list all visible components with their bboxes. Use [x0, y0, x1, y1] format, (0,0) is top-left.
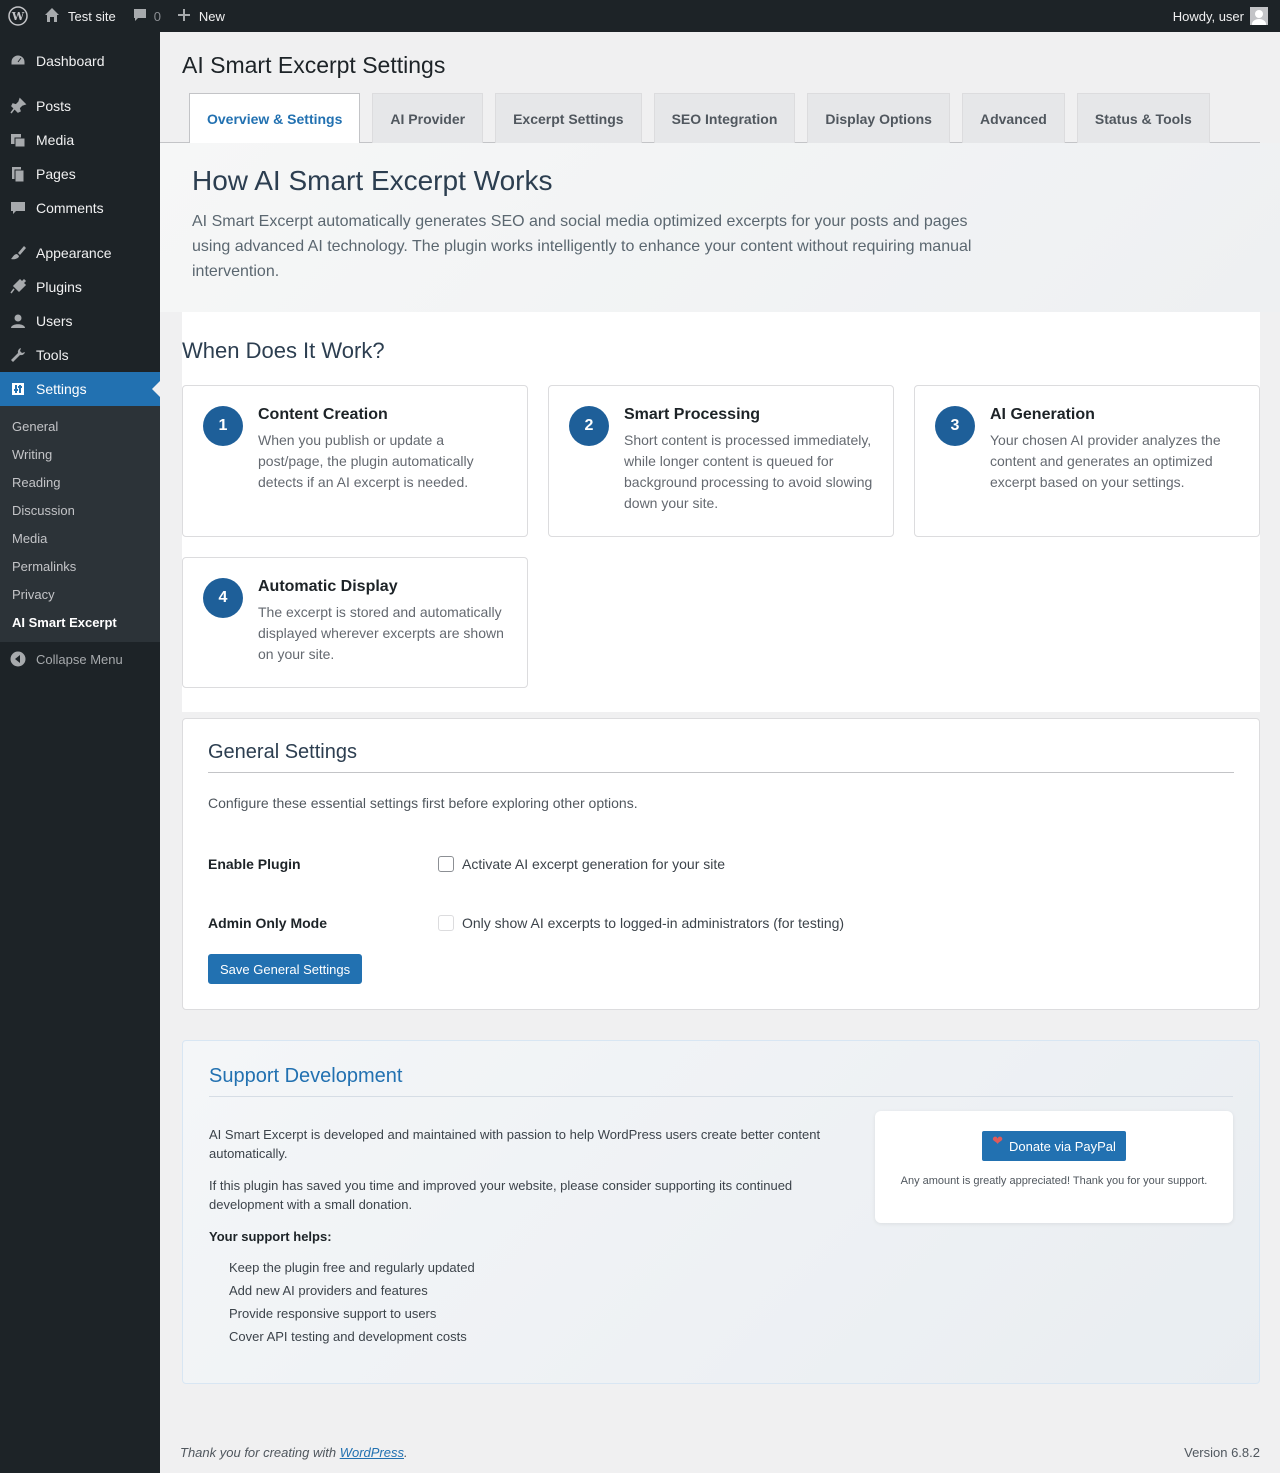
step-card: [182, 385, 528, 537]
sidebar-item-label: Appearance: [36, 245, 112, 261]
support-text: [209, 1125, 839, 1348]
user-icon: [0, 312, 36, 330]
support-helps-list: [209, 1256, 839, 1348]
step-title: Automatic Display: [258, 578, 398, 595]
submenu-item-discussion[interactable]: Discussion: [12, 502, 75, 518]
settings-icon: [0, 380, 36, 398]
donate-label: Donate via PayPal: [1008, 1138, 1116, 1154]
step-number: 3: [935, 406, 975, 446]
step-number: 4: [203, 578, 243, 618]
wordpress-link[interactable]: WordPress: [339, 1445, 404, 1460]
settings-submenu: [0, 406, 160, 642]
enable-plugin-text: Activate AI excerpt generation for your site: [462, 856, 726, 872]
list-item: Cover API testing and development costs: [229, 1329, 467, 1344]
howdy-label: Howdy, user: [1172, 8, 1244, 24]
tab-excerpt-settings[interactable]: Excerpt Settings: [495, 93, 641, 143]
sidebar-item-dashboard[interactable]: [0, 44, 160, 78]
step-card: [914, 385, 1260, 537]
sidebar-item-label: Users: [36, 313, 73, 329]
support-paragraph: AI Smart Excerpt is developed and maintained with passion to help WordPress users create better content automatically.: [209, 1127, 821, 1161]
how-it-works-hero: [160, 143, 1280, 312]
submenu-item-privacy[interactable]: Privacy: [12, 586, 55, 602]
submenu-item-reading[interactable]: Reading: [12, 474, 61, 490]
step-title: Smart Processing: [624, 406, 761, 423]
admin-only-row: [208, 915, 844, 931]
footer-thanks: [180, 1445, 408, 1460]
sidebar-item-tools[interactable]: [0, 338, 160, 372]
admin-only-checkbox[interactable]: [438, 915, 454, 931]
collapse-menu-label: Collapse Menu: [36, 651, 123, 667]
sidebar-item-label: Settings: [36, 381, 87, 397]
general-settings-title: General Settings: [208, 741, 1234, 773]
step-number: 1: [203, 406, 243, 446]
sidebar-item-label: Dashboard: [36, 53, 105, 69]
support-helps-heading: Your support helps:: [209, 1229, 332, 1244]
sidebar-item-label: Media: [36, 132, 75, 148]
sidebar-item-label: Comments: [36, 200, 104, 216]
donate-paypal-button[interactable]: [982, 1131, 1126, 1161]
sidebar-item-comments[interactable]: [0, 191, 160, 225]
dashboard-icon: [0, 52, 36, 70]
submenu-item-media[interactable]: Media: [12, 530, 48, 546]
heart-icon: ❤: [992, 1133, 1003, 1148]
sidebar-item-appearance[interactable]: [0, 236, 160, 270]
sidebar-item-label: Pages: [36, 166, 76, 182]
list-item: Provide responsive support to users: [229, 1306, 437, 1321]
settings-tabs: [189, 93, 1222, 143]
footer-thanks-text: Thank you for creating with: [180, 1445, 340, 1460]
pin-icon: [0, 97, 36, 115]
sidebar-item-pages[interactable]: [0, 157, 160, 191]
enable-plugin-row: [208, 856, 725, 872]
step-title: Content Creation: [258, 406, 388, 423]
avatar: [1250, 7, 1268, 25]
donate-card: [875, 1111, 1233, 1223]
sidebar-item-label: Tools: [36, 347, 69, 363]
tab-advanced[interactable]: Advanced: [962, 93, 1065, 143]
plus-icon: [177, 8, 191, 25]
wrench-icon: [0, 346, 36, 364]
footer-period: .: [404, 1445, 408, 1460]
support-title: Support Development: [209, 1065, 1233, 1097]
general-settings-box: [182, 718, 1260, 1010]
step-number: 2: [569, 406, 609, 446]
account-menu[interactable]: [1165, 0, 1280, 32]
tab-overview-settings[interactable]: Overview & Settings: [189, 93, 360, 143]
comment-icon: [132, 7, 148, 26]
step-text: When you publish or update a post/page, the plugin automatically detects if an AI excerpt is needed.: [258, 432, 474, 490]
admin-only-text: Only show AI excerpts to logged-in administrators (for testing): [462, 915, 845, 931]
pages-icon: [0, 165, 36, 183]
list-item: Keep the plugin free and regularly updated: [229, 1260, 475, 1275]
step-title: AI Generation: [990, 406, 1095, 423]
when-title: When Does It Work?: [182, 338, 385, 363]
sidebar-item-label: Plugins: [36, 279, 82, 295]
home-icon: [44, 7, 60, 26]
hero-text: AI Smart Excerpt automatically generates SEO and social media optimized excerpts for your posts and pages using advanced AI technology. The plugin works intelligently to enhance your content without requiring manual intervention.: [192, 213, 972, 280]
save-general-settings-button[interactable]: Save General Settings: [208, 954, 362, 984]
media-icon: [0, 131, 36, 149]
wordpress-logo-icon[interactable]: [0, 0, 36, 32]
step-text: The excerpt is stored and automatically displayed wherever excerpts are shown on your site.: [258, 604, 504, 662]
svg-text:W: W: [11, 10, 25, 23]
sidebar-item-plugins[interactable]: [0, 270, 160, 304]
tab-display-options[interactable]: Display Options: [807, 93, 950, 143]
sidebar-item-media[interactable]: [0, 123, 160, 157]
collapse-menu-button[interactable]: [0, 642, 160, 676]
sidebar-item-users[interactable]: [0, 304, 160, 338]
submenu-item-ai-smart-excerpt[interactable]: AI Smart Excerpt: [12, 614, 117, 630]
comments-link[interactable]: [124, 0, 169, 32]
page-title: AI Smart Excerpt Settings: [182, 52, 446, 78]
tab-status-tools[interactable]: Status & Tools: [1077, 93, 1210, 143]
step-text: Short content is processed immediately, while longer content is queued for background processing to avoid slowing down your site.: [624, 432, 873, 511]
collapse-arrow-icon: [0, 651, 36, 667]
support-paragraph: If this plugin has saved you time and improved your website, please consider supporting its continued development with a small donation.: [209, 1178, 793, 1212]
admin-bar: [0, 0, 1280, 32]
tab-seo-integration[interactable]: SEO Integration: [654, 93, 796, 143]
sidebar-item-posts[interactable]: [0, 89, 160, 123]
footer-version: Version 6.8.2: [1184, 1445, 1260, 1460]
donate-note: Any amount is greatly appreciated! Thank you for your support.: [900, 1175, 1208, 1187]
new-content-link[interactable]: [169, 0, 233, 32]
new-label: New: [198, 8, 225, 24]
step-text: Your chosen AI provider analyzes the content and generates an optimized excerpt based on your settings.: [990, 432, 1221, 490]
enable-plugin-checkbox[interactable]: [438, 856, 454, 872]
site-name-link[interactable]: [36, 0, 124, 32]
step-card: [182, 557, 528, 688]
sidebar-item-settings[interactable]: [0, 372, 160, 406]
submenu-item-general[interactable]: General: [12, 418, 59, 434]
site-name-label: Test site: [68, 8, 116, 24]
comment-icon: [0, 199, 36, 217]
plug-icon: [0, 278, 36, 296]
hero-title: How AI Smart Excerpt Works: [192, 165, 553, 196]
comment-count: 0: [153, 8, 161, 24]
general-settings-desc: Configure these essential settings first before exploring other options.: [208, 795, 638, 811]
enable-plugin-label: Enable Plugin: [208, 856, 301, 872]
submenu-item-permalinks[interactable]: Permalinks: [12, 558, 77, 574]
tab-ai-provider[interactable]: AI Provider: [372, 93, 483, 143]
sidebar-item-label: Posts: [36, 98, 72, 114]
submenu-item-writing[interactable]: Writing: [12, 446, 53, 462]
admin-sidebar: [0, 32, 160, 1473]
list-item: Add new AI providers and features: [229, 1283, 428, 1298]
support-development-box: [182, 1040, 1260, 1384]
step-card: [548, 385, 894, 537]
brush-icon: [0, 244, 36, 262]
admin-only-label: Admin Only Mode: [208, 915, 327, 931]
